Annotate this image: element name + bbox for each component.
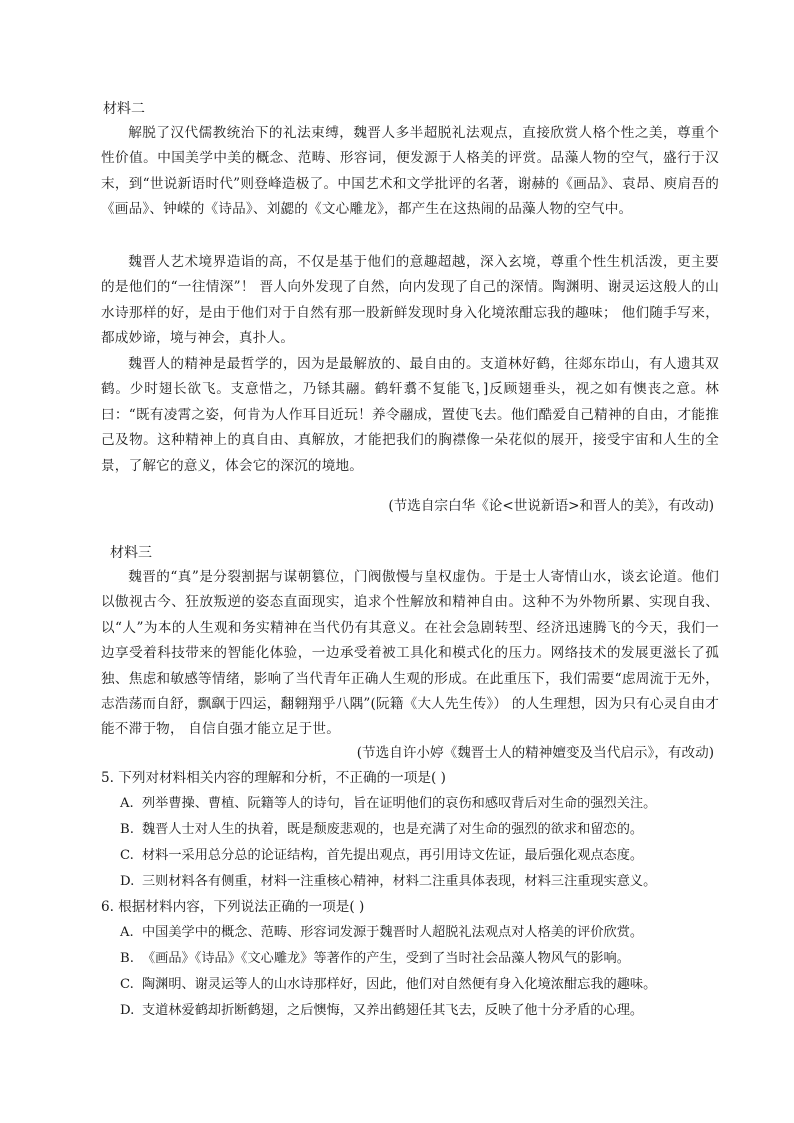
material2-paragraph-1: 解脱了汉代儒教统治下的礼法束缚，魏晋人多半超脱礼法观点，直接欣赏人格个性之美，尊重个性价值。中国美学中美的概念、范畴、形容词，便发源于人格美的评赏。品藻人物的空气，盛行于汉末，到“世说新语时代”则登峰造极了。中国艺术和文学批评的名著，谢赫的《画品》、袁昂、庾肩吾的《画品》、钟嵘的《诗品》、刘勰的《文心雕龙》，都产生在这热闹的品藻人物的空气中。	[101, 125, 719, 218]
option-letter: C.	[120, 977, 134, 992]
option-letter: C.	[120, 848, 134, 863]
option-letter: B.	[120, 822, 134, 837]
option-text: 魏晋人士对人生的执着，既是颓废悲观的，也是充满了对生命的强烈的欲求和留恋的。	[142, 822, 644, 837]
option-text: 《画品》《诗品》《文心雕龙》等著作的产生，受到了当时社会品藻人物风气的影响。	[142, 951, 630, 966]
question-6-stem: 6. 根据材料内容，下列说法正确的一项是( )	[101, 899, 365, 915]
option-letter: B.	[120, 951, 134, 966]
question-5-stem: 5. 下列对材料相关内容的理解和分析，不正确的一项是( )	[101, 770, 446, 786]
option-text: 材料一采用总分总的论证结构，首先提出观点，再引用诗文佐证，最后强化观点态度。	[142, 848, 644, 863]
option-text: 支道林爱鹤却折断鹤翅，之后懊悔，又养出鹤翅任其飞去，反映了他十分矛盾的心理。	[142, 1003, 644, 1018]
material2-heading: 材料二	[103, 101, 145, 117]
question-5-option-d[interactable]	[120, 871, 730, 893]
question-5-option-a[interactable]	[120, 793, 730, 815]
question-6-option-c[interactable]	[120, 974, 730, 996]
material2-source: (节选自宗白华《论<世说新语>和晋人的美》，有改动)	[388, 498, 714, 514]
material3-paragraph: 魏晋的“真”是分裂割据与谋朝篡位，门阀傲慢与皇权虚伪。于是士人寄情山水，谈玄论道。他们以傲视古今、狂放叛逆的姿态直面现实，追求个性解放和精神自由。这种不为外物所累、实现自我、以“人”为本的人生观和务实精神在当代仍有其意义。在社会急剧转型、经济迅速腾飞的今天，我们一边享受着科技带来的智能化体验，一边承受着被工具化和模式化的压力。网络技术的发展更滋长了孤独、焦虑和敏感等情绪，影响了当代青年正确人生观的形成。在此重压下，我们需要“虑周流于无外，志浩荡而自舒，飘飖于四运，翻翱翔乎八隅”(阮籍《大人先生传》） 的人生理想，因为只有心灵自由才能不滞于物， 自信自强才能立足于世。	[101, 569, 719, 738]
option-letter: D.	[120, 874, 135, 889]
material3-source: (节选自许小婷《魏晋士人的精神嬗变及当代启示》，有改动)	[356, 745, 714, 761]
material3-heading: 材料三	[110, 545, 152, 561]
question-5-option-b[interactable]	[120, 819, 730, 841]
question-5-option-c[interactable]	[120, 845, 730, 867]
material2-paragraph-2: 魏晋人艺术境界造诣的高，不仅是基于他们的意趣超越，深入玄境，尊重个性生机活泼，更主要的是他们的“一往情深”！ 晋人向外发现了自然，向内发现了自己的深情。陶渊明、谢灵运这般人的山水诗那样的好，是由于他们对于自然有那一股新鲜发现时身入化境浓酣忘我的趣味； 他们随手写来，都成妙谛，境与神会，真扑人。	[101, 254, 719, 347]
option-letter: A.	[120, 796, 134, 811]
option-text: 中国美学中的概念、范畴、形容词发源于魏晋时人超脱礼法观点对人格美的评价欣赏。	[142, 925, 644, 940]
material2-paragraph-3: 魏晋人的精神是最哲学的，因为是最解放的、最自由的。支道林好鹤，往郯东岇山，有人遗其双鹤。少时翅长欲飞。支意惜之，乃铩其翮。鹤轩翥不复能飞，]反顾翅垂头，视之如有懊丧之意。林曰：“既有凌霄之姿，何肯为人作耳目近玩！养令翮成，置使飞去。他们酷爱自己精神的自由，才能推己及物。这种精神上的真自由、真解放，才能把我们的胸襟像一朵花似的展开，接受宇宙和人生的全景，了解它的意义，体会它的深沉的境地。	[101, 356, 719, 474]
option-letter: D.	[120, 1003, 135, 1018]
option-text: 陶渊明、谢灵运等人的山水诗那样好，因此，他们对自然便有身入化境浓酣忘我的趣味。	[142, 977, 657, 992]
question-6-option-b[interactable]	[120, 948, 730, 970]
question-6-option-a[interactable]	[120, 922, 730, 944]
option-letter: A.	[120, 925, 134, 940]
option-text: 列举曹操、曹植、阮籍等人的诗句，旨在证明他们的哀伤和感叹背后对生命的强烈关注。	[142, 796, 657, 811]
option-text: 三则材料各有侧重，材料一注重核心精神，材料二注重具体表现，材料三注重现实意义。	[142, 874, 657, 889]
question-6-option-d[interactable]	[120, 1000, 730, 1022]
